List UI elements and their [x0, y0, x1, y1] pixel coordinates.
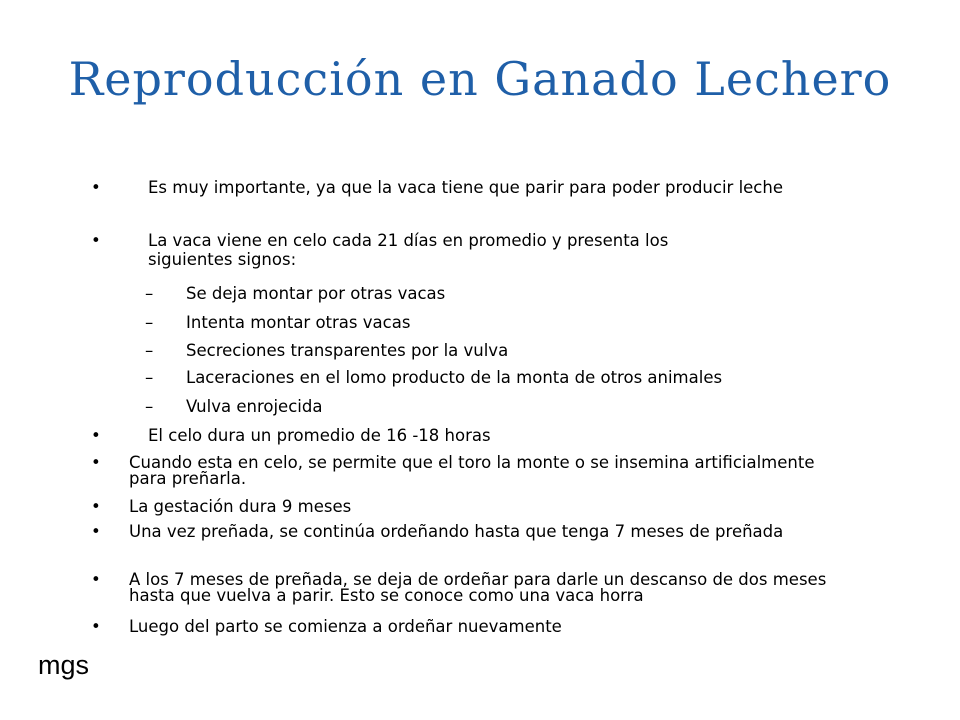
sub-bullet-marker: –: [145, 313, 154, 332]
bullet-text: Cuando esta en celo, se permite que el toro la monte o se insemina artificialmente para preñarla.: [129, 453, 815, 488]
bullet-marker: •: [91, 497, 101, 516]
bullet-text: La vaca viene en celo cada 21 días en promedio y presenta los siguientes signos:: [148, 231, 669, 269]
sub-bullet-marker: –: [145, 368, 154, 387]
sub-bullet-marker: –: [145, 284, 154, 303]
bullet-marker: •: [91, 231, 101, 250]
bullet-marker: •: [91, 522, 101, 541]
sub-bullet-text: Intenta montar otras vacas: [186, 313, 411, 332]
sub-bullet-text: Secreciones transparentes por la vulva: [186, 341, 509, 360]
bullet-marker: •: [91, 426, 101, 445]
bullet-text: El celo dura un promedio de 16 -18 horas: [148, 426, 491, 445]
bullet-text: Una vez preñada, se continúa ordeñando hasta que tenga 7 meses de preñada: [129, 522, 784, 541]
slide-title: Reproducción en Ganado Lechero: [68, 52, 892, 106]
sub-bullet-text: Se deja montar por otras vacas: [186, 284, 446, 303]
bullet-text: Es muy importante, ya que la vaca tiene que parir para poder producir leche: [148, 178, 783, 197]
bullet-marker: •: [91, 570, 101, 589]
sub-bullet-marker: –: [145, 341, 154, 360]
sub-bullet-text: Laceraciones en el lomo producto de la monta de otros animales: [186, 368, 723, 387]
bullet-text: A los 7 meses de preñada, se deja de ordeñar para darle un descanso de dos meses hasta que vuelva a parir. Esto se conoce como una vaca horra: [129, 570, 827, 605]
sub-bullet-marker: –: [145, 397, 154, 416]
bullet-marker: •: [91, 617, 101, 636]
bullet-text: La gestación dura 9 meses: [129, 497, 352, 516]
footer-initials: mgs: [38, 650, 90, 680]
bullet-text: Luego del parto se comienza a ordeñar nuevamente: [129, 617, 562, 636]
sub-bullet-text: Vulva enrojecida: [186, 397, 323, 416]
bullet-marker: •: [91, 453, 101, 472]
bullet-marker: •: [91, 178, 101, 197]
